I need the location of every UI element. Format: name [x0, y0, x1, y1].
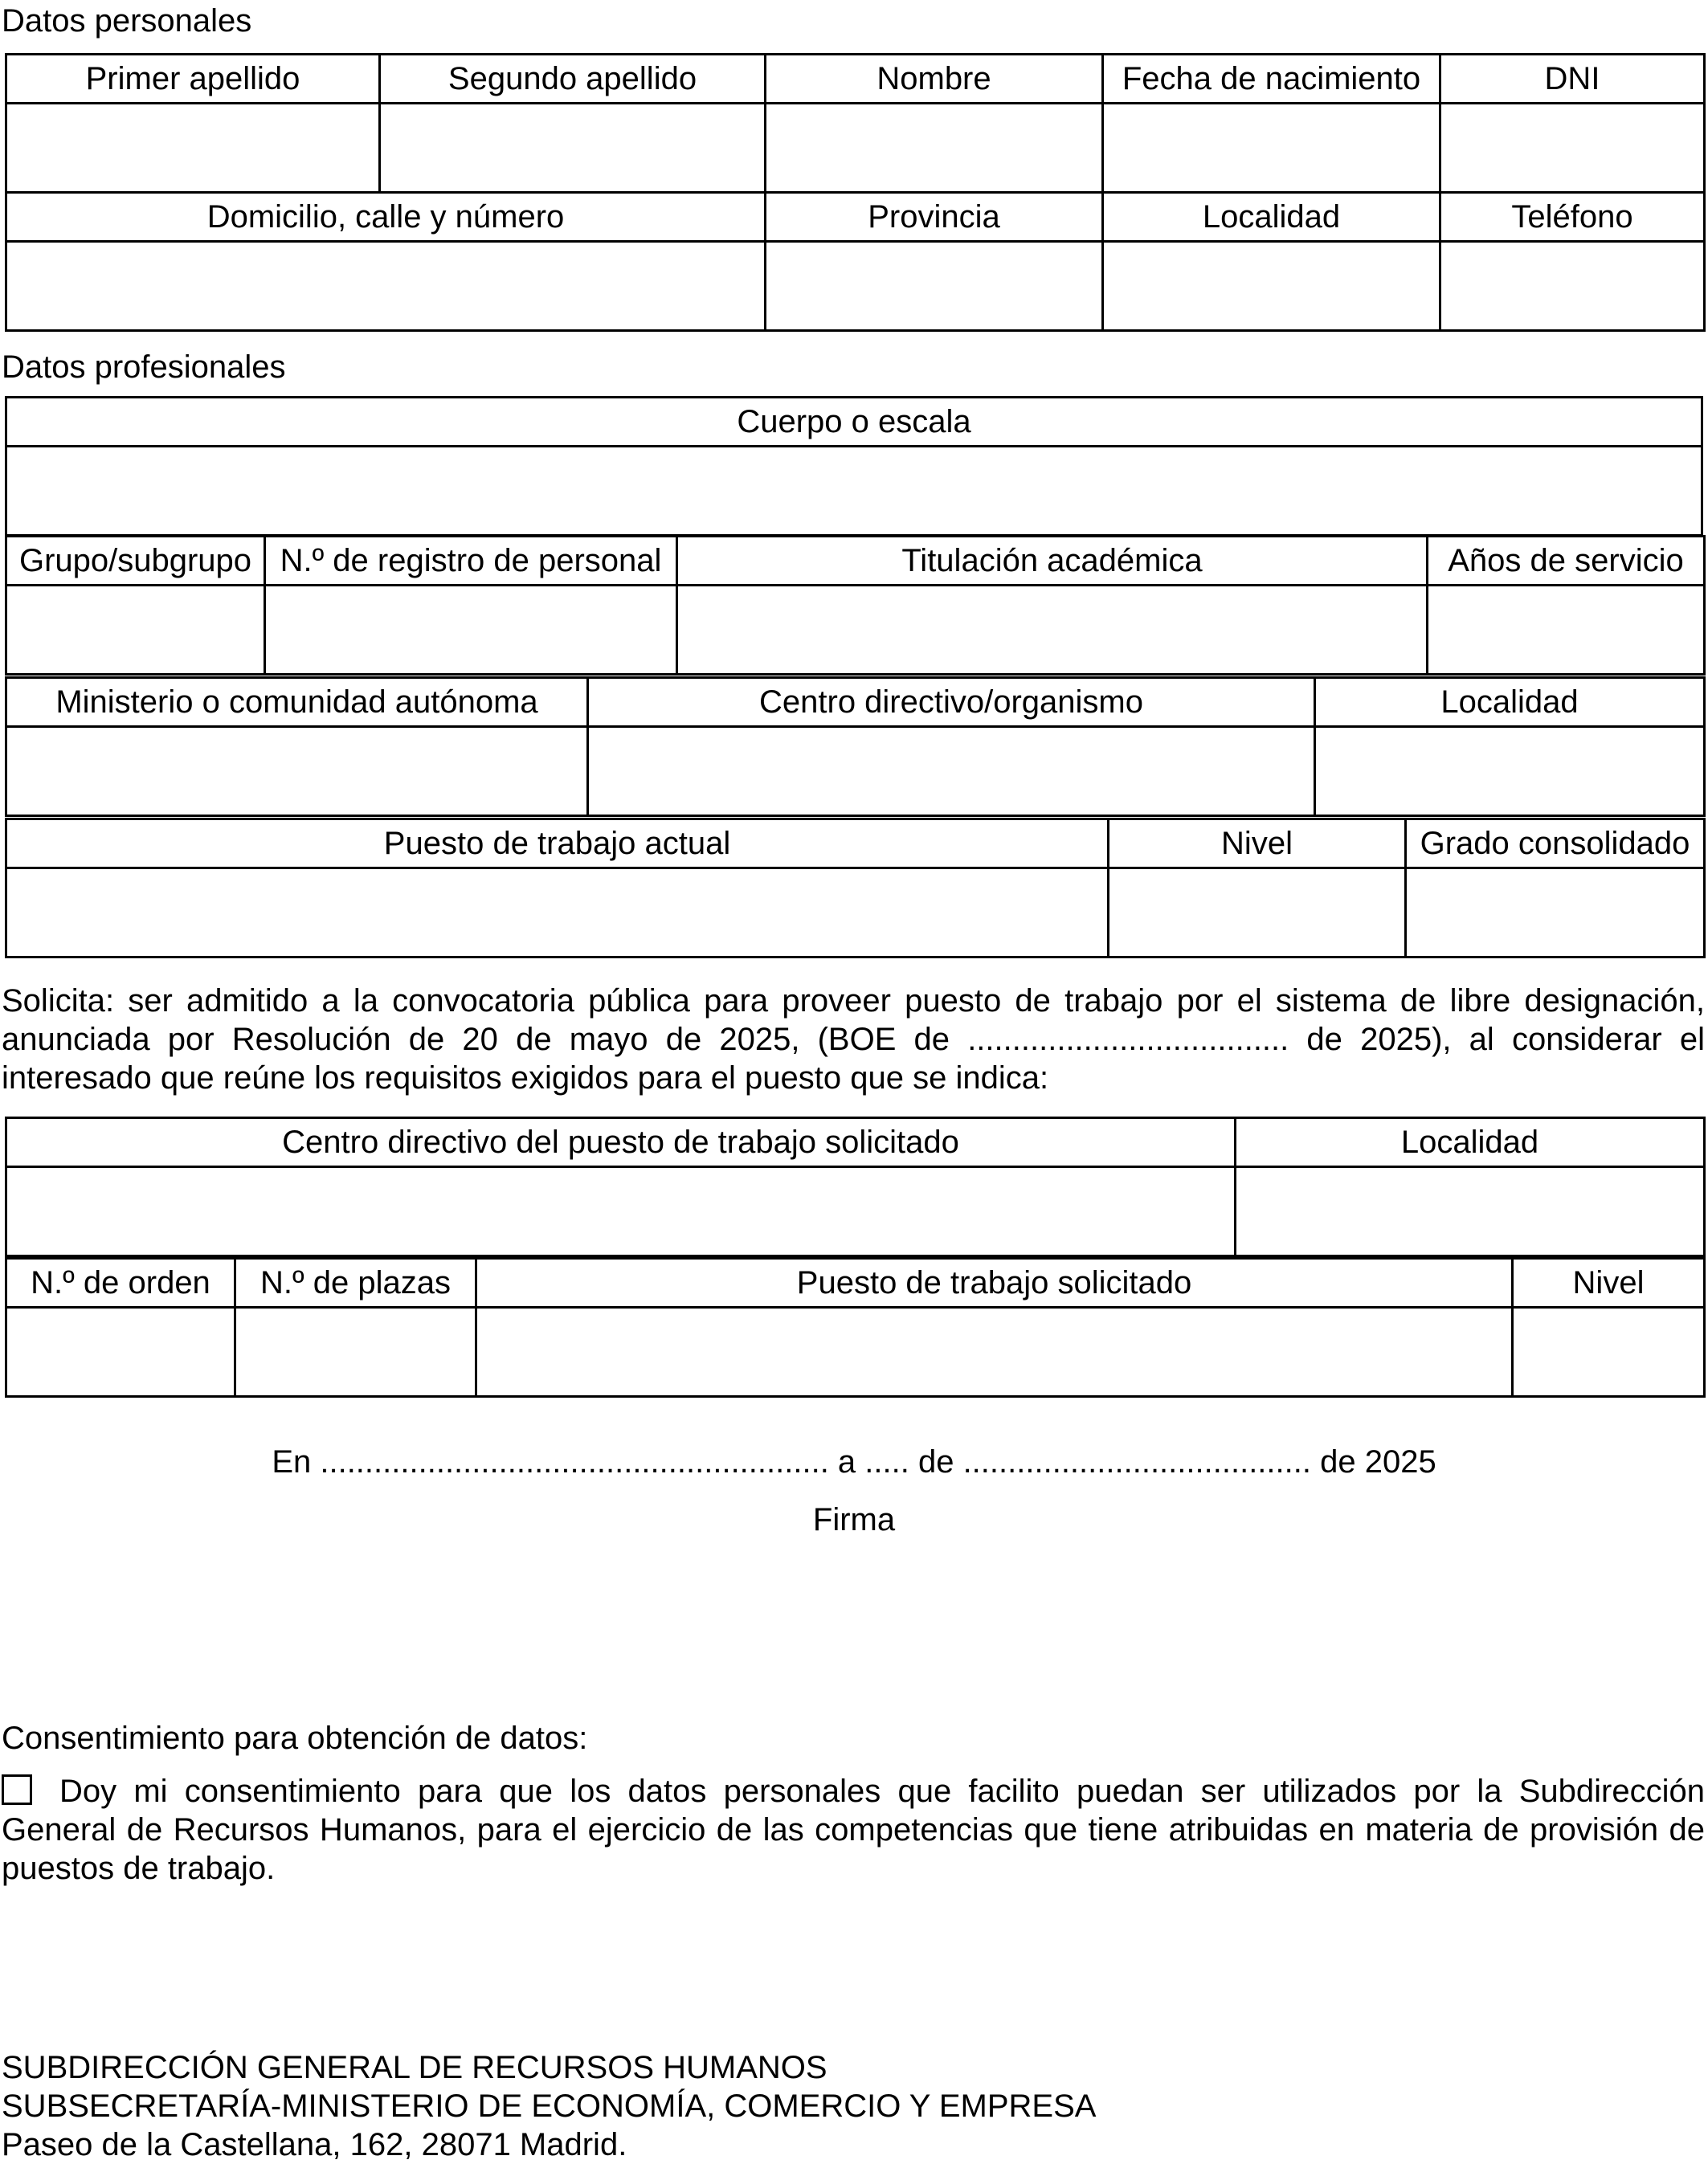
- field-grado-consolidado[interactable]: [1406, 868, 1705, 957]
- header-centro-directivo: Centro directivo/organismo: [588, 678, 1315, 727]
- section-title-personal: Datos personales: [2, 3, 252, 39]
- field-primer-apellido[interactable]: [6, 104, 380, 193]
- field-ministerio[interactable]: [6, 727, 588, 816]
- field-telefono[interactable]: [1440, 242, 1705, 331]
- section-title-professional: Datos profesionales: [2, 349, 286, 385]
- requested-puesto-table: [5, 1257, 1706, 1398]
- header-centro-solicitado: Centro directivo del puesto de trabajo solicitado: [6, 1118, 1236, 1167]
- header-fecha-nacimiento: Fecha de nacimiento: [1103, 55, 1440, 104]
- field-puesto-actual[interactable]: [6, 868, 1109, 957]
- personal-data-table: [5, 53, 1706, 332]
- consent-text: Doy mi consentimiento para que los datos personales que facilito puedan ser utilizados por la Subdirección General de Recursos Humanos, para el ejercicio de las competencias que tiene atribuidas en materia de provisión de puestos de trabajo.: [2, 1774, 1705, 1886]
- footer-subsecretaria: SUBSECRETARÍA-MINISTERIO DE ECONOMÍA, COMERCIO Y EMPRESA: [2, 2088, 1097, 2124]
- field-localidad-solicitada[interactable]: [1236, 1167, 1705, 1256]
- footer-subdireccion: SUBDIRECCIÓN GENERAL DE RECURSOS HUMANOS: [2, 2050, 827, 2085]
- header-ministerio: Ministerio o comunidad autónoma: [6, 678, 588, 727]
- field-titulacion[interactable]: [677, 586, 1428, 675]
- date-line: En ......................................................... a ..... de ....................................... de 2025: [272, 1444, 1436, 1480]
- header-nombre: Nombre: [766, 55, 1103, 104]
- header-numero-plazas: N.º de plazas: [235, 1259, 476, 1308]
- solicita-paragraph: Solicita: ser admitido a la convocatoria pública para proveer puesto de trabajo por el sistema de libre designación, anunciada por Resolución de 20 de mayo de 2025, (BOE de .................................... de 2025), al considerar el interesado que reúne los requisitos exigidos para el puesto que se indica:: [2, 983, 1705, 1096]
- header-cuerpo-escala: Cuerpo o escala: [6, 398, 1702, 447]
- header-puesto-actual: Puesto de trabajo actual: [6, 819, 1109, 868]
- header-numero-orden: N.º de orden: [6, 1259, 235, 1308]
- header-puesto-solicitado: Puesto de trabajo solicitado: [476, 1259, 1513, 1308]
- field-grupo-subgrupo[interactable]: [6, 586, 265, 675]
- field-puesto-solicitado[interactable]: [476, 1308, 1513, 1397]
- field-anos-servicio[interactable]: [1428, 586, 1705, 675]
- requested-centro-table: [5, 1117, 1706, 1257]
- field-nivel-solicitado[interactable]: [1513, 1308, 1705, 1397]
- professional-grupo-table: [5, 535, 1706, 676]
- header-domicilio: Domicilio, calle y número: [6, 193, 766, 242]
- professional-cuerpo-table: [5, 396, 1703, 537]
- header-grupo-subgrupo: Grupo/subgrupo: [6, 537, 265, 586]
- header-primer-apellido: Primer apellido: [6, 55, 380, 104]
- header-grado-consolidado: Grado consolidado: [1406, 819, 1705, 868]
- consent-title: Consentimiento para obtención de datos:: [2, 1721, 588, 1756]
- professional-ministerio-table: [5, 676, 1706, 817]
- field-centro-directivo[interactable]: [588, 727, 1315, 816]
- firma-label: Firma: [812, 1502, 896, 1537]
- header-registro-personal: N.º de registro de personal: [265, 537, 677, 586]
- header-nivel-solicitado: Nivel: [1513, 1259, 1705, 1308]
- header-dni: DNI: [1440, 55, 1705, 104]
- field-numero-plazas[interactable]: [235, 1308, 476, 1397]
- header-segundo-apellido: Segundo apellido: [380, 55, 766, 104]
- field-segundo-apellido[interactable]: [380, 104, 766, 193]
- consent-block: [2, 1772, 1705, 1888]
- header-anos-servicio: Años de servicio: [1428, 537, 1705, 586]
- consent-checkbox[interactable]: [2, 1774, 32, 1805]
- header-nivel-actual: Nivel: [1109, 819, 1406, 868]
- field-localidad[interactable]: [1103, 242, 1440, 331]
- field-provincia[interactable]: [766, 242, 1103, 331]
- field-nivel-actual[interactable]: [1109, 868, 1406, 957]
- header-localidad: Localidad: [1103, 193, 1440, 242]
- header-telefono: Teléfono: [1440, 193, 1705, 242]
- field-localidad-profesional[interactable]: [1315, 727, 1705, 816]
- field-fecha-nacimiento[interactable]: [1103, 104, 1440, 193]
- field-nombre[interactable]: [766, 104, 1103, 193]
- field-centro-solicitado[interactable]: [6, 1167, 1236, 1256]
- footer-address: Paseo de la Castellana, 162, 28071 Madrid.: [2, 2127, 627, 2162]
- field-cuerpo-escala[interactable]: [6, 447, 1702, 536]
- header-localidad-solicitada: Localidad: [1236, 1118, 1705, 1167]
- header-provincia: Provincia: [766, 193, 1103, 242]
- field-numero-orden[interactable]: [6, 1308, 235, 1397]
- field-registro-personal[interactable]: [265, 586, 677, 675]
- header-localidad-profesional: Localidad: [1315, 678, 1705, 727]
- field-domicilio[interactable]: [6, 242, 766, 331]
- professional-puesto-table: [5, 818, 1706, 958]
- field-dni[interactable]: [1440, 104, 1705, 193]
- header-titulacion: Titulación académica: [677, 537, 1428, 586]
